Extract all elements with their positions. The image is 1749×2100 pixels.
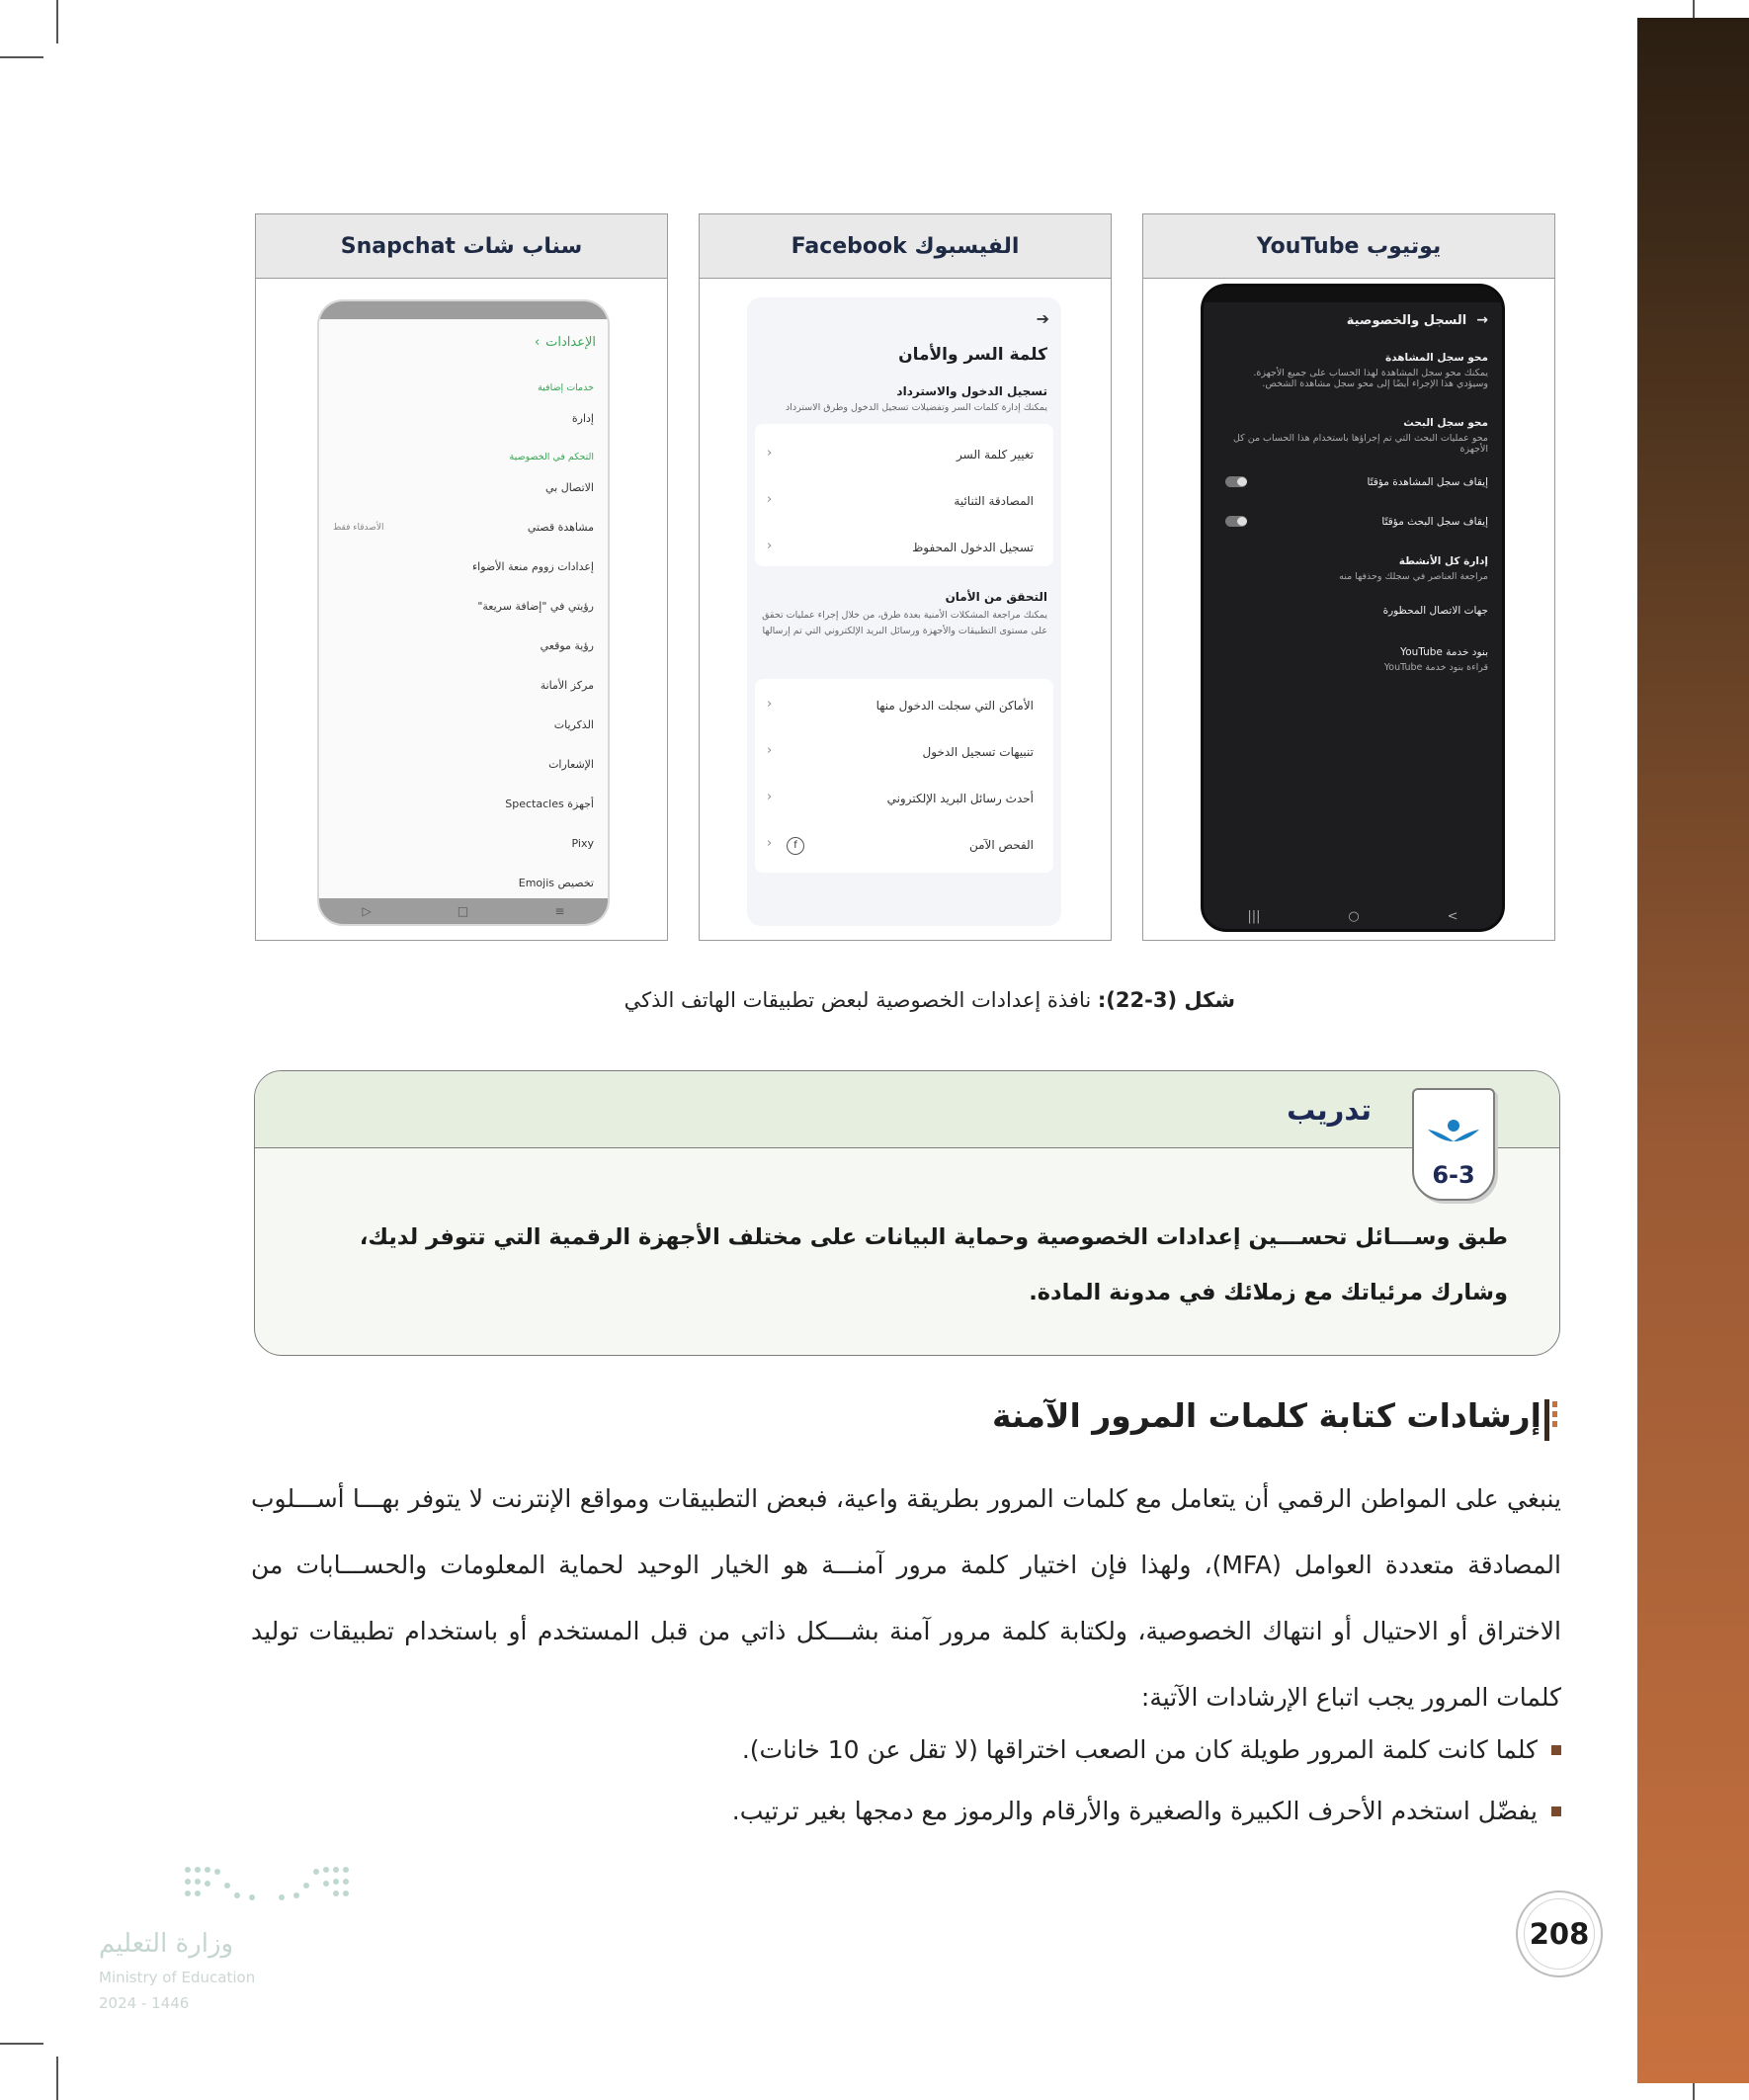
ministry-years: 2024 - 1446 bbox=[99, 1994, 190, 2012]
screen-title: كلمة السر والأمان bbox=[898, 345, 1047, 365]
list-item-sub: يمكنك محو سجل المشاهدة لهذا الحساب على جميع الأجهزة. وسيؤدي هذا الإجراء أيضًا إلى محو سجل مشاهدة الشخص. bbox=[1253, 368, 1488, 389]
chevron-right-icon[interactable]: › bbox=[534, 335, 541, 350]
settings-item[interactable]: الأماكن التي سجلت الدخول منها bbox=[875, 699, 1034, 713]
chevron-left-icon: ‹ bbox=[767, 743, 773, 758]
section-title: التحقق من الأمان bbox=[945, 590, 1047, 604]
settings-item[interactable]: تغيير كلمة السر bbox=[957, 448, 1034, 462]
settings-item-value: الأصدقاء فقط bbox=[333, 523, 384, 533]
settings-item[interactable]: إعدادات زووم منعة الأضواء bbox=[472, 560, 594, 573]
settings-item[interactable]: تنبيهات تسجيل الدخول bbox=[922, 745, 1034, 759]
training-title: تدريب bbox=[1287, 1093, 1372, 1127]
recent-apps-icon[interactable]: ||| bbox=[1247, 908, 1261, 924]
youtube-panel bbox=[1142, 213, 1555, 941]
bullet-item bbox=[742, 1735, 1561, 1764]
settings-item[interactable]: تخصيص Emojis bbox=[518, 877, 594, 889]
bullet-square-icon bbox=[1551, 1745, 1561, 1755]
training-number: 6-3 bbox=[1432, 1161, 1475, 1189]
ministry-name-ar: وزارة التعليم bbox=[99, 1929, 234, 1959]
list-item-sub: مراجعة العناصر في سجلك وحذفها منه bbox=[1339, 571, 1488, 582]
heading-dot bbox=[1552, 1421, 1557, 1427]
body-paragraph: ينبغي على المواطن الرقمي أن يتعامل مع كلمات المرور بطريقة واعية، فبعض التطبيقات ومواقع الإنترنت لا يتوفر بهـــا أســـلوب المصادقة متعددة العوامل (MFA)، ولهذا فإن اختيار كلمة مرور آمنـــة هو الخيار الوحيد لحماية المعلومات والحســـابات من الاختراق أو الاحتيال أو انتهاك الخصوصية، ولكتابة كلمة مرور آمنة بشـــكل ذاتي من قبل المستخدم أو باستخدام تطبيقات توليد كلمات المرور يجب اتباع الإرشادات الآتية: bbox=[251, 1484, 1561, 1712]
chevron-left-icon: ‹ bbox=[767, 446, 773, 461]
bullet-square-icon bbox=[1551, 1806, 1561, 1816]
chevron-left-icon: ‹ bbox=[767, 697, 773, 712]
settings-item[interactable]: مركز الأمانة bbox=[540, 679, 594, 692]
training-text: طبق وســـائل تحســـين إعدادات الخصوصية وحماية البيانات على مختلف الأجهزة الرقمية التي تتوفر لديك، وشارك مرئياتك مع زملائك في مدونة المادة. bbox=[359, 1224, 1508, 1305]
settings-item[interactable]: إدارة bbox=[571, 412, 594, 425]
toggle-switch[interactable] bbox=[1225, 476, 1247, 487]
status-bar bbox=[1204, 287, 1502, 302]
toggle-switch[interactable] bbox=[1225, 516, 1247, 527]
settings-item[interactable]: تسجيل الدخول المحفوظ bbox=[912, 541, 1034, 554]
chevron-left-icon: ‹ bbox=[767, 790, 773, 804]
settings-item[interactable]: رؤية موقعي bbox=[540, 639, 594, 652]
heading-bar bbox=[1544, 1399, 1549, 1441]
settings-item[interactable]: مشاهدة قصتي bbox=[527, 521, 594, 534]
settings-item[interactable]: أحدث رسائل البريد الإلكتروني bbox=[886, 792, 1034, 805]
chevron-left-icon: ‹ bbox=[767, 492, 773, 507]
snapchat-panel-header: سناب شات Snapchat bbox=[256, 214, 667, 279]
back-arrow-icon[interactable]: ➔ bbox=[1036, 309, 1049, 328]
chevron-left-icon: ‹ bbox=[767, 836, 773, 851]
side-color-band bbox=[1637, 18, 1749, 2083]
crop-mark bbox=[0, 56, 43, 58]
figure-caption bbox=[553, 988, 1235, 1012]
snapchat-phone-screen bbox=[317, 299, 610, 926]
page-number: 208 bbox=[1516, 1890, 1603, 1977]
back-arrow-icon[interactable]: → bbox=[1476, 312, 1488, 328]
screen-title: السجل والخصوصية bbox=[1346, 312, 1467, 328]
facebook-panel-header: الفيسبوك Facebook bbox=[700, 214, 1111, 279]
snapchat-panel bbox=[255, 213, 668, 941]
ministry-name-en: Ministry of Education bbox=[99, 1969, 256, 1986]
heading-dot bbox=[1552, 1401, 1557, 1407]
crop-mark bbox=[56, 0, 58, 43]
settings-item[interactable]: رؤيتي في "إضافة سريعة" bbox=[477, 600, 594, 613]
training-badge bbox=[1412, 1088, 1495, 1201]
list-item[interactable]: بنود خدمة YouTube bbox=[1400, 646, 1488, 658]
ministry-logo-icon bbox=[178, 1862, 356, 1911]
settings-item[interactable]: المصادقة الثنائية bbox=[954, 494, 1034, 508]
settings-item[interactable]: Pixy bbox=[571, 837, 594, 850]
reader-icon bbox=[1414, 1106, 1493, 1165]
facebook-icon: f bbox=[787, 837, 804, 855]
facebook-panel bbox=[699, 213, 1112, 941]
bullet-text: كلما كانت كلمة المرور طويلة كان من الصعب اختراقها (لا تقل عن 10 خانات). bbox=[741, 1735, 1538, 1764]
status-bar bbox=[319, 301, 608, 319]
list-item[interactable]: إدارة كل الأنشطة bbox=[1398, 555, 1488, 567]
list-item-sub: قراءة بنود خدمة YouTube bbox=[1383, 662, 1488, 673]
section-title: إرشادات كتابة كلمات المرور الآمنة bbox=[992, 1396, 1541, 1435]
youtube-panel-header: يوتيوب YouTube bbox=[1143, 214, 1554, 279]
settings-item[interactable]: الذكريات bbox=[553, 718, 594, 731]
section-subtitle: يمكنك إدارة كلمات السر وتفضيلات تسجيل الدخول وطرق الاسترداد bbox=[786, 402, 1047, 413]
nav-back-icon[interactable]: ▷ bbox=[362, 904, 372, 918]
section-title: خدمات إضافية bbox=[538, 382, 594, 393]
settings-item[interactable]: الاتصال بي bbox=[544, 481, 594, 494]
chevron-left-icon: ‹ bbox=[767, 539, 773, 553]
list-item[interactable]: إيقاف سجل المشاهدة مؤقتًا bbox=[1367, 476, 1488, 488]
facebook-phone-screen bbox=[747, 297, 1061, 926]
recent-apps-icon[interactable]: ≡ bbox=[554, 904, 565, 918]
list-item[interactable]: محو سجل البحث bbox=[1403, 417, 1488, 429]
home-icon[interactable]: □ bbox=[457, 904, 469, 918]
list-item[interactable]: إيقاف سجل البحث مؤقتًا bbox=[1381, 516, 1488, 528]
section-title: تسجيل الدخول والاسترداد bbox=[896, 384, 1047, 398]
figure-caption-text: نافذة إعدادات الخصوصية لبعض تطبيقات الهاتف الذكي bbox=[624, 988, 1098, 1012]
settings-item[interactable]: الإشعارات bbox=[548, 758, 594, 771]
home-icon[interactable]: ○ bbox=[1348, 908, 1360, 924]
list-item-sub: محو عمليات البحث التي تم إجراؤها باستخدام هذا الحساب من كل الأجهزة bbox=[1232, 433, 1488, 455]
screen-title: الإعدادات bbox=[545, 335, 596, 350]
list-item[interactable]: جهات الاتصال المحظورة bbox=[1382, 605, 1488, 617]
training-box bbox=[254, 1070, 1560, 1356]
crop-mark bbox=[0, 2043, 43, 2045]
bullet-text: يفضّل استخدم الأحرف الكبيرة والصغيرة والأرقام والرموز مع دمجها بغير ترتيب. bbox=[731, 1797, 1538, 1825]
nav-back-icon[interactable]: < bbox=[1447, 908, 1458, 924]
youtube-phone-screen bbox=[1201, 284, 1505, 932]
bullet-item bbox=[732, 1797, 1561, 1825]
heading-dot bbox=[1552, 1411, 1557, 1417]
section-title: التحكم في الخصوصية bbox=[509, 452, 594, 462]
settings-item[interactable]: الفحص الآمن bbox=[968, 838, 1034, 852]
list-item[interactable]: محو سجل المشاهدة bbox=[1385, 352, 1488, 364]
figure-label: شكل (3-22): bbox=[1097, 988, 1235, 1012]
section-subtitle: يمكنك مراجعة المشكلات الأمنية بعدة طرق، من خلال إجراء عمليات تحقق على مستوى التطبيقات والأجهزة ورسائل البريد الإلكتروني التي تم إرسالها bbox=[762, 610, 1047, 636]
settings-item[interactable]: أجهزة Spectacles bbox=[505, 798, 594, 810]
crop-mark bbox=[56, 2057, 58, 2100]
